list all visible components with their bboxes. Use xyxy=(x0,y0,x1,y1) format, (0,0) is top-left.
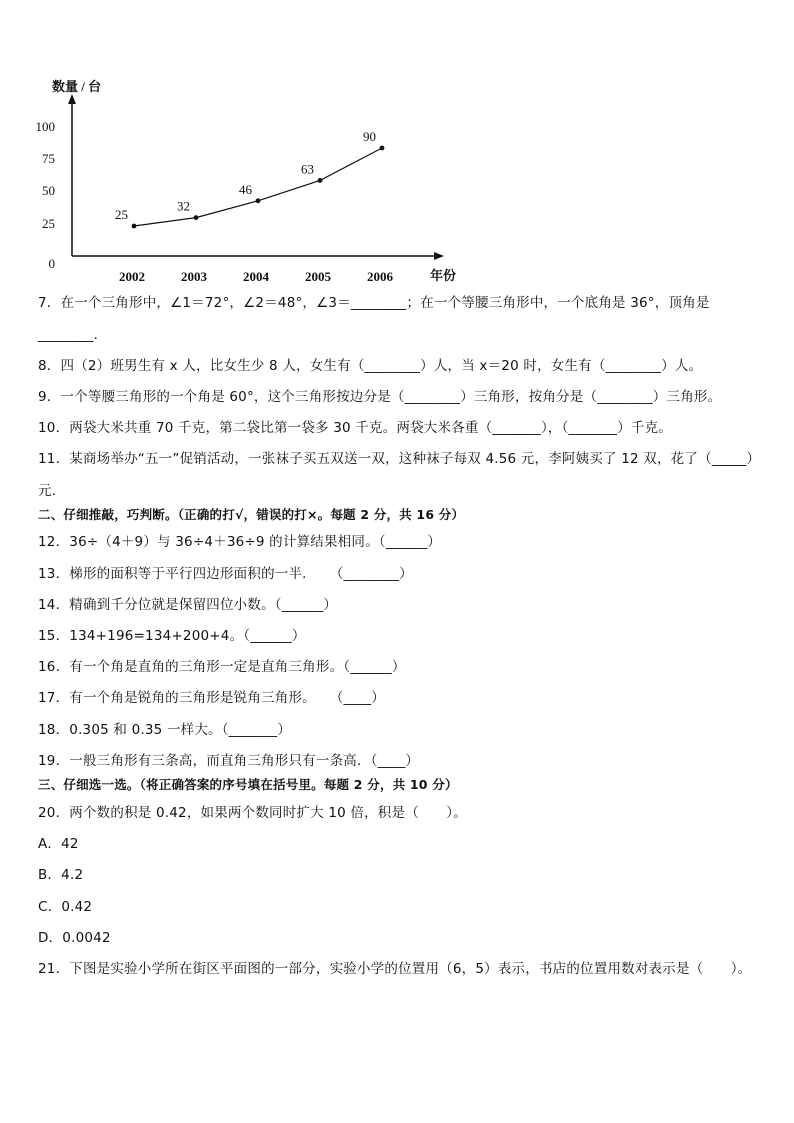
question-19: 19．一般三角形有三条高，而直角三角形只有一条高．（____） xyxy=(38,753,420,769)
option-a: A．42 xyxy=(38,836,79,852)
y-tick-label: 50 xyxy=(42,183,55,198)
option-c: C．0.42 xyxy=(38,899,93,915)
y-tick-label: 100 xyxy=(35,119,55,134)
question-16: 16．有一个角是直角的三角形一定是直角三角形。（______） xyxy=(38,659,406,675)
question-18: 18．0.305 和 0.35 一样大。（_______） xyxy=(38,722,292,738)
line-chart xyxy=(0,60,480,300)
option-b: B．4.2 xyxy=(38,867,84,883)
series-line xyxy=(134,148,382,226)
data-point xyxy=(318,178,323,183)
question-10: 10．两袋大米共重 70 千克，第二袋比第一袋多 30 千克。两袋大米各重（_______），（_______）千克。 xyxy=(38,420,672,436)
data-label: 32 xyxy=(177,198,190,214)
y-axis-arrow xyxy=(68,94,76,104)
question-20: 20．两个数的积是 0.42，如果两个数同时扩大 10 倍，积是（ ）。 xyxy=(38,805,467,821)
question-13: 13．梯形的面积等于平行四边形面积的一半． （________） xyxy=(38,566,413,582)
x-tick-label: 2006 xyxy=(367,269,393,284)
data-point xyxy=(132,224,137,229)
question-21: 21．下图是实验小学所在街区平面图的一部分，实验小学的位置用（6，5）表示，书店的位置用数对表示是（ ）。 xyxy=(38,961,752,977)
question-7-line-2: ________． xyxy=(38,327,108,343)
section-3-heading: 三、仔细选一选。（将正确答案的序号填在括号里。每题 2 分，共 10 分） xyxy=(38,777,458,792)
data-label: 63 xyxy=(301,161,314,177)
data-label: 25 xyxy=(115,207,128,222)
x-tick-label: 2004 xyxy=(243,269,269,284)
x-tick-label: 2003 xyxy=(181,269,207,284)
question-9: 9．一个等腰三角形的一个角是 60°，这个三角形按边分是（________）三角形，按角分是（________）三角形。 xyxy=(38,389,722,405)
question-14: 14．精确到千分位就是保留四位小数。（______） xyxy=(38,597,338,613)
section-2-heading: 二、仔细推敲，巧判断。（正确的打√，错误的打×。每题 2 分，共 16 分） xyxy=(38,507,465,522)
data-point xyxy=(194,215,199,220)
x-axis-label: 年份 xyxy=(430,268,457,283)
question-17: 17．有一个角是锐角的三角形是锐角三角形。 （____） xyxy=(38,690,385,706)
x-axis-arrow xyxy=(434,252,444,260)
y-tick-label: 25 xyxy=(42,216,55,231)
question-15: 15．134+196=134+200+4。（______） xyxy=(38,628,306,644)
question-12: 12．36÷（4＋9）与 36÷4＋36÷9 的计算结果相同。（______） xyxy=(38,534,442,550)
question-11-line-2: 元. xyxy=(38,483,57,499)
data-point xyxy=(256,198,261,203)
x-tick-label: 2005 xyxy=(305,269,331,284)
data-point xyxy=(380,146,385,151)
data-label: 46 xyxy=(239,181,252,197)
y-tick-label: 75 xyxy=(42,151,55,166)
question-8: 8．四（2）班男生有 x 人，比女生少 8 人，女生有（________）人，当 x＝20 时，女生有（________）人。 xyxy=(38,358,703,374)
question-11-line-1: 11．某商场举办“五一”促销活动，一张袜子买五双送一双，这种袜子每双 4.56 元，李阿姨买了 12 双，花了（_____） xyxy=(38,451,761,467)
y-tick-label: 0 xyxy=(48,256,55,271)
x-tick-label: 2002 xyxy=(119,269,145,284)
option-d: D．0.0042 xyxy=(38,930,111,946)
data-label: 90 xyxy=(363,129,376,144)
question-7-line-1: 7．在一个三角形中，∠1＝72°，∠2＝48°，∠3＝________；在一个等腰三角形中，一个底角是 36°，顶角是 xyxy=(38,295,710,311)
y-axis-label: 数量 / 台 xyxy=(52,79,102,94)
